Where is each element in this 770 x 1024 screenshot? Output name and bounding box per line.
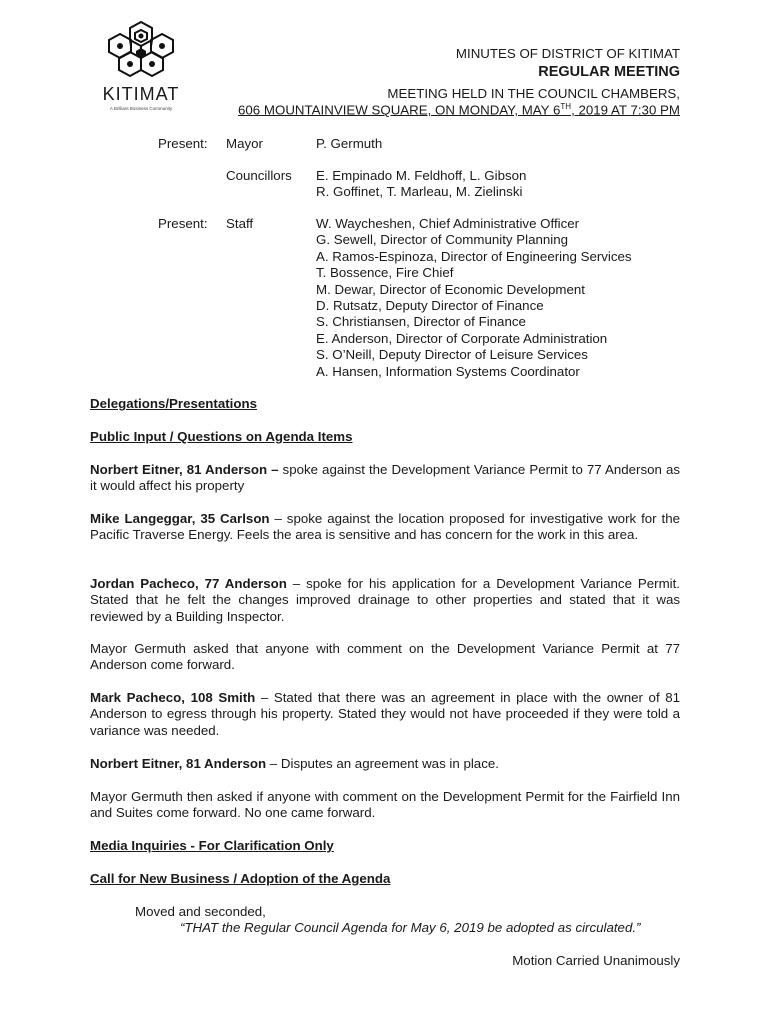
moved-seconded: Moved and seconded, — [135, 904, 266, 919]
meeting-date-line — [238, 102, 680, 117]
councillors-line: E. Empinado M. Feldhoff, L. Gibson — [316, 168, 527, 183]
new-business-heading: Call for New Business / Adoption of the Agenda — [90, 871, 391, 886]
motion-result: Motion Carried Unanimously — [512, 953, 680, 968]
delegations-heading: Delegations/Presentations — [90, 396, 257, 411]
staff-member: E. Anderson, Director of Corporate Administration — [316, 330, 608, 346]
speaker-statement: spoke against the Development Variance Permit to 77 Anderson as it would affect his property — [90, 462, 680, 494]
paragraph-norbert-eitner-dispute — [90, 756, 680, 772]
present-staff-label: Present: — [158, 216, 208, 231]
speaker-name: Jordan Pacheco, 77 Anderson — [90, 576, 287, 591]
meeting-type: REGULAR MEETING — [538, 64, 680, 80]
snowflake-emblem-icon — [100, 18, 182, 82]
mayor-label: Mayor — [226, 136, 263, 151]
speaker-statement: – Disputes an agreement was in place. — [266, 756, 499, 771]
staff-member: S. O’Neill, Deputy Director of Leisure Services — [316, 347, 588, 363]
kitimat-logo — [100, 18, 182, 118]
speaker-statement: – spoke against the location proposed for investigative work for the Pacific Traverse Energy. Feels the area is sensitive and has concern for the work in this area. — [90, 511, 680, 543]
public-input-heading: Public Input / Questions on Agenda Items — [90, 429, 353, 444]
paragraph-norbert-eitner — [90, 462, 680, 495]
staff-member: T. Bossence, Fire Chief — [316, 265, 454, 281]
speaker-name: Mike Langeggar, 35 Carlson — [90, 511, 270, 526]
resolution-text: “THAT the Regular Council Agenda for May 6, 2019 be adopted as circulated.” — [180, 920, 641, 935]
councillors-list — [316, 168, 526, 201]
logo-tagline: A Brilliant Business Community — [109, 106, 173, 111]
speaker-name: Norbert Eitner, 81 Anderson — [90, 756, 267, 771]
speaker-name: Mark Pacheco, 108 Smith — [90, 690, 256, 705]
councillors-line: R. Goffinet, T. Marleau, M. Zielinski — [316, 184, 523, 200]
paragraph-jordan-pacheco — [90, 576, 680, 625]
paragraph-mark-pacheco — [90, 690, 680, 739]
minutes-title: MINUTES OF DISTRICT OF KITIMAT — [455, 46, 680, 61]
paragraph-mayor-fairfield: Mayor Germuth then asked if anyone with comment on the Development Permit for the Fairfield Inn and Suites come forward. No one came forward. — [90, 789, 680, 821]
paragraph-mayor-request: Mayor Germuth asked that anyone with comment on the Development Variance Permit at 77 Anderson come forward. — [90, 641, 680, 673]
staff-member: S. Christiansen, Director of Finance — [316, 314, 526, 330]
meeting-location-line: MEETING HELD IN THE COUNCIL CHAMBERS, — [387, 86, 680, 101]
staff-member: W. Waycheshen, Chief Administrative Officer — [316, 216, 580, 231]
staff-member: A. Hansen, Information Systems Coordinator — [316, 363, 580, 379]
media-inquiries-heading: Media Inquiries - For Clarification Only — [90, 838, 334, 853]
staff-member: M. Dewar, Director of Economic Development — [316, 281, 585, 297]
paragraph-mike-langeggar — [90, 511, 680, 544]
meeting-time: , 2019 AT 7:30 PM — [571, 102, 680, 118]
speaker-statement: – Stated that there was an agreement in place with the owner of 81 Anderson to egress through his property. Stated they would not have proceeded if they were told a variance was needed. — [90, 690, 680, 738]
councillors-label: Councillors — [226, 168, 292, 183]
present-label: Present: — [158, 136, 208, 151]
staff-member: A. Ramos-Espinoza, Director of Engineering Services — [316, 248, 632, 264]
date-suffix: TH — [560, 102, 572, 111]
speaker-name: Norbert Eitner, 81 Anderson – — [90, 462, 279, 477]
meeting-address: 606 MOUNTAINVIEW SQUARE, ON MONDAY, MAY 6 — [238, 102, 561, 118]
staff-list — [316, 216, 632, 380]
staff-label: Staff — [226, 216, 254, 231]
mayor-name: P. Germuth — [316, 136, 383, 151]
staff-member: D. Rutsatz, Deputy Director of Finance — [316, 298, 544, 314]
speaker-statement: – spoke for his application for a Development Variance Permit. Stated that he felt the changes improved drainage to other properties and stated that it was reviewed by a Building Inspector. — [90, 576, 681, 624]
logo-wordmark: KITIMAT — [102, 84, 180, 104]
staff-member: G. Sewell, Director of Community Planning — [316, 232, 568, 248]
